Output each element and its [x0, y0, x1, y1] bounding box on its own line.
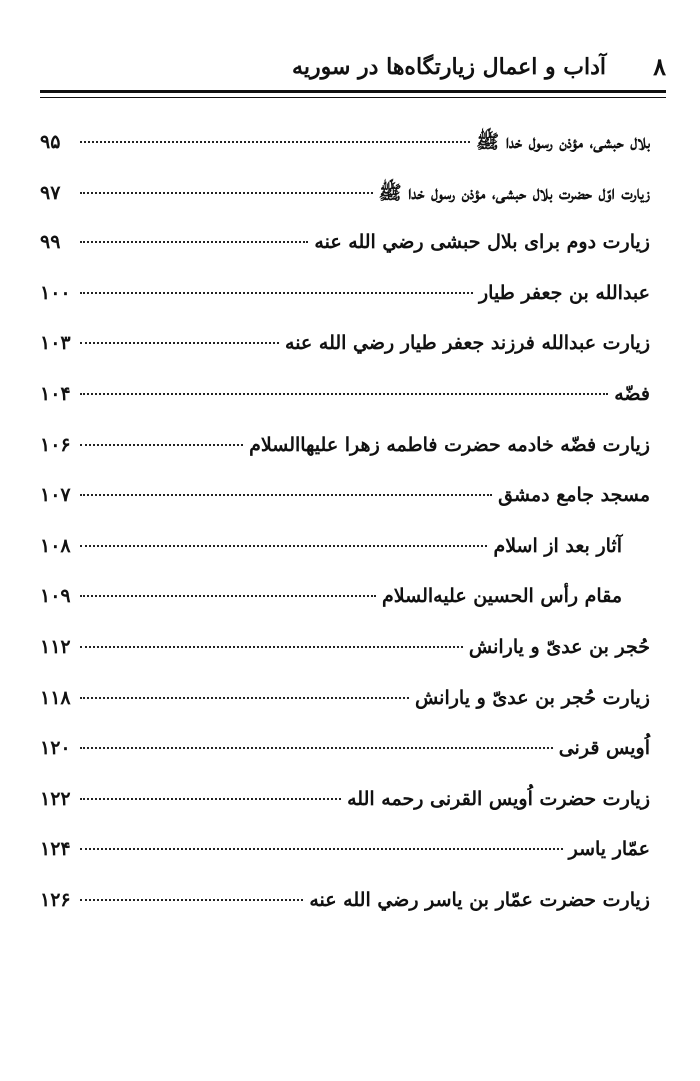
toc-entry-title: زیارت حضرت عمّار بن یاسر رضي الله عنه [309, 888, 650, 911]
toc-leader-dots [80, 494, 492, 496]
toc-entry-title: زیارت اوّل حضرت بلال حبشی، مؤذن رسول خدا ﷺ [378, 181, 650, 204]
toc-entry [40, 636, 650, 687]
toc-entry [40, 130, 650, 181]
toc-entry-title: زیارت فضّه خادمه حضرت فاطمه زهرا علیهاالسلام [249, 433, 650, 456]
toc-entry [40, 737, 650, 788]
toc-entry-page: ۹۷ [40, 181, 61, 204]
toc-entry-page: ۱۱۲ [40, 635, 71, 658]
toc-leader-dots [80, 697, 409, 699]
toc-entry-title: زیارت عبدالله فرزند جعفر طیار رضي الله عنه [285, 332, 650, 355]
toc-entry [40, 687, 650, 738]
toc-entry-page: ۱۲۶ [40, 888, 71, 911]
toc-entry-title: زیارت دوم برای بلال حبشی رضي الله عنه [314, 231, 650, 254]
toc-leader-dots [80, 292, 473, 294]
toc-entry-title: حُجر بن عدیّ و یارانش [468, 635, 650, 658]
toc-leader-dots [80, 798, 341, 800]
toc-entry [40, 231, 650, 282]
toc-leader-dots [80, 899, 303, 901]
toc-entry-title: اُویس قرنی [558, 737, 650, 760]
toc-entry-page: ۱۰۹ [40, 585, 71, 608]
toc-entry-page: ۱۰۳ [40, 332, 71, 355]
header-rule-thin [40, 97, 666, 98]
toc-entry [40, 788, 650, 839]
toc-entry [40, 434, 650, 485]
toc-entry-title: زیارت حُجر بن عدیّ و یارانش [414, 686, 650, 709]
toc-leader-dots [80, 192, 373, 194]
toc-entry-page: ۱۲۰ [40, 737, 71, 760]
toc-entry-title: زیارت حضرت اُویس القرنی رحمه الله [347, 787, 650, 810]
toc-entry-title: مسجد جامع دمشق [498, 484, 650, 507]
toc-entry [40, 332, 650, 383]
toc-entry-page: ۱۱۸ [40, 686, 71, 709]
running-title: آداب و اعمال زیارتگاه‌ها در سوریه [292, 54, 606, 80]
toc-entry [40, 585, 650, 636]
running-header [40, 54, 666, 88]
toc-leader-dots [80, 342, 279, 344]
toc-entry-page: ۱۰۰ [40, 281, 71, 304]
header-rule-thick [40, 90, 666, 93]
toc-entry [40, 889, 650, 940]
toc-leader-dots [80, 141, 470, 143]
toc-entry-title: مقام رأس الحسین علیه‌السلام [382, 585, 622, 608]
toc-entry [40, 838, 650, 889]
toc-entry [40, 484, 650, 535]
toc-entry [40, 383, 650, 434]
toc-entry-page: ۹۵ [40, 131, 61, 153]
toc-entry [40, 181, 650, 232]
toc-leader-dots [80, 393, 608, 395]
toc-entry-title: عبدالله بن جعفر طیار [478, 281, 650, 304]
toc-entry-page: ۱۰۶ [40, 433, 71, 456]
toc-entry-title: فضّه [614, 382, 650, 405]
toc-entry [40, 282, 650, 333]
toc-leader-dots [80, 747, 553, 749]
toc-leader-dots [80, 545, 487, 547]
toc-entry-title: عمّار یاسر [568, 838, 650, 861]
page-number: ۸ [653, 52, 666, 81]
toc-entry-page: ۱۰۷ [40, 484, 71, 507]
toc-leader-dots [80, 595, 376, 597]
toc-entry-title: آثار بعد از اسلام [493, 534, 622, 557]
toc-entry-page: ۱۰۴ [40, 382, 71, 405]
toc-entry-page: ۱۰۸ [40, 534, 71, 557]
toc-entry-page: ۱۲۴ [40, 838, 71, 861]
toc-entry-title: بلال حبشی، مؤذن رسول خدا ﷺ [476, 131, 650, 153]
toc-leader-dots [80, 241, 308, 243]
toc-leader-dots [80, 848, 563, 850]
table-of-contents [40, 130, 650, 940]
toc-leader-dots [80, 444, 243, 446]
toc-entry [40, 535, 650, 586]
toc-leader-dots [80, 646, 463, 648]
toc-entry-page: ۹۹ [40, 231, 61, 254]
toc-entry-page: ۱۲۲ [40, 787, 71, 810]
